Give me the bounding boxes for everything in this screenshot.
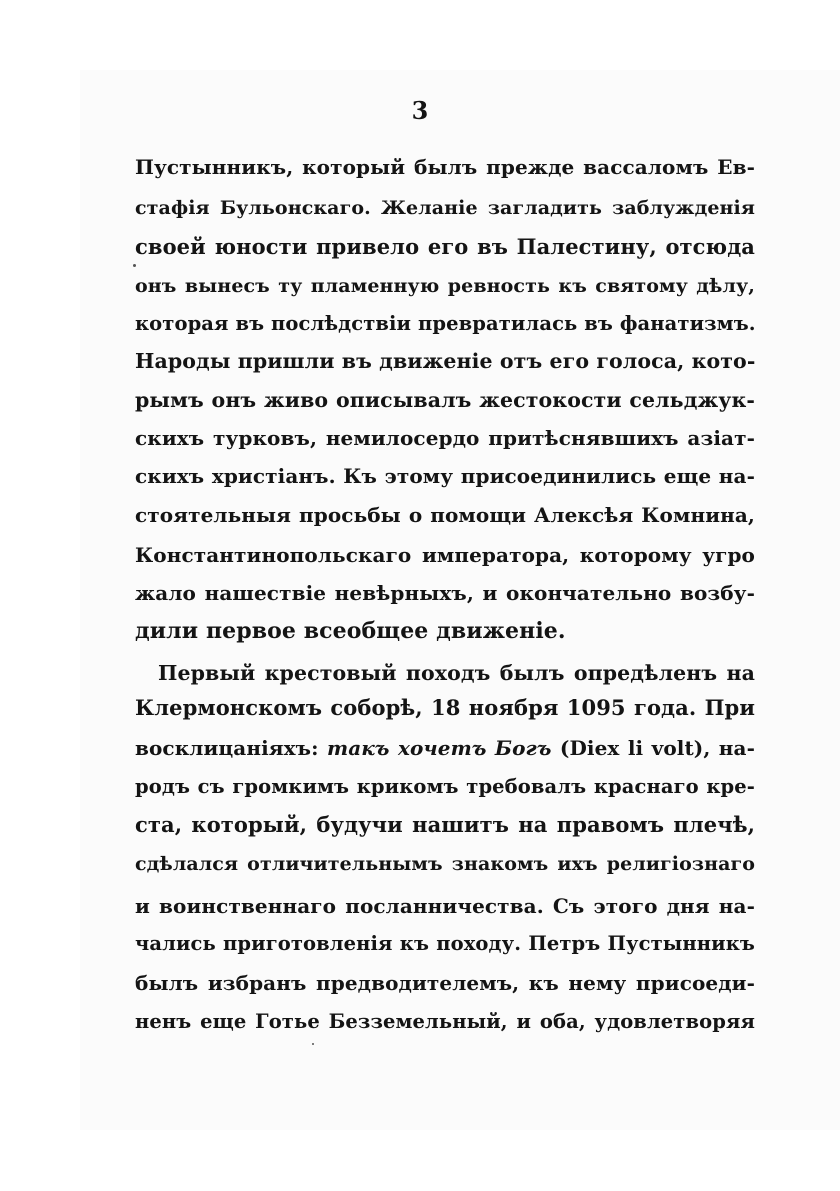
text-line: Первый крестовый походъ былъ опредѣленъ на	[158, 661, 755, 685]
text-line: стоятельныя просьбы о помощи Алексѣя Комнина,	[135, 503, 755, 527]
text-line: Клермонскомъ соборѣ, 18 ноября 1095 года. При	[135, 695, 755, 720]
text-line: родъ съ громкимъ крикомъ требовалъ краснаго кре-	[135, 775, 755, 798]
print-speck	[133, 264, 136, 267]
text-line: чались приготовленія къ походу. Петръ Пустынникъ	[135, 932, 755, 955]
text-line: своей юности привело его въ Палестину, отсюда	[135, 234, 755, 259]
text-line: скихъ турковъ, немилосердо притѣснявшихъ азіат-	[135, 426, 755, 450]
print-speck	[312, 1043, 314, 1045]
text-line: Константинопольскаго императора, которому угро	[135, 543, 755, 567]
text-line: сдѣлался отличительнымъ знакомъ ихъ религіознаго	[135, 853, 755, 875]
text-line: Пустынникъ, который былъ прежде вассаломъ Ев-	[135, 155, 755, 179]
italic-phrase: такъ хочетъ Богъ	[326, 736, 552, 760]
page-number: 3	[411, 96, 429, 125]
text-line: жало нашествіе невѣрныхъ, и окончательно возбу-	[135, 581, 755, 605]
text-line: ста, который, будучи нашитъ на правомъ плечѣ,	[135, 812, 755, 837]
text-line: скихъ христіанъ. Къ этому присоединились еще на-	[135, 464, 755, 488]
text-line: рымъ онъ живо описывалъ жестокости сельджук-	[135, 388, 755, 412]
text-line: дили первое всеобщее движеніе.	[135, 618, 566, 644]
text-span: восклицаніяхъ:	[135, 736, 327, 760]
text-span: (Diex li volt), на-	[551, 736, 755, 760]
text-line: стафія Бульонскаго. Желаніе загладить заблужденія	[135, 197, 755, 219]
text-line: и воинственнаго посланничества. Съ этого дня на-	[135, 894, 755, 918]
text-line: Народы пришли въ движеніе отъ его голоса, кото-	[135, 349, 756, 373]
text-line: былъ избранъ предводителемъ, къ нему присоеди-	[135, 971, 755, 995]
text-line: онъ вынесъ ту пламенную ревность къ святому дѣлу,	[135, 275, 755, 297]
text-line: ненъ еще Готье Безземельный, и оба, удовлетворяя	[135, 1010, 755, 1033]
text-line: которая въ послѣдствіи превратилась въ фанатизмъ.	[135, 312, 756, 335]
text-line	[135, 733, 755, 763]
